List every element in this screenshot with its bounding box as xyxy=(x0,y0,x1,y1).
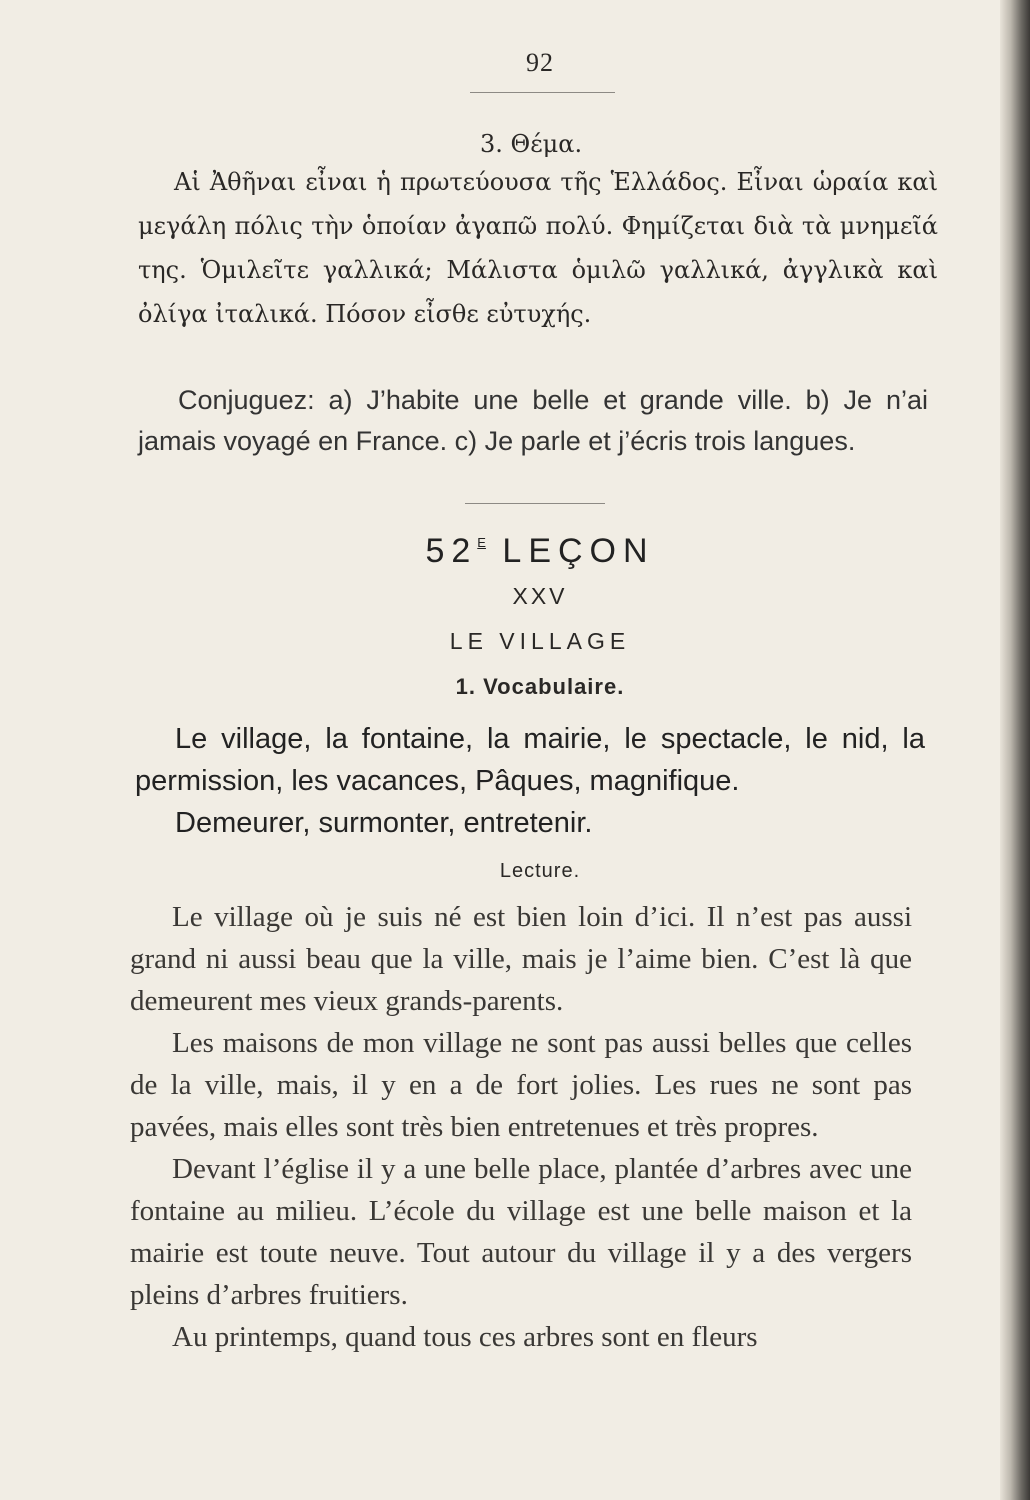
lesson-word: LEÇON xyxy=(502,532,655,570)
lecture-heading: Lecture. xyxy=(499,860,581,882)
vocabulary-verbs: Demeurer, surmonter, entretenir. xyxy=(175,807,593,839)
vocabulary-block xyxy=(135,718,925,844)
conjugate-text: Conjuguez: a) J’habite une belle et grande ville. b) Je n’ai jamais voyagé en France. c) Je parle et j’écris trois langues. xyxy=(138,385,928,456)
book-spine-shadow xyxy=(1000,0,1030,1500)
vocabulary-heading: 1. Vocabulaire. xyxy=(455,674,625,699)
lesson-number-suffix: E xyxy=(477,535,486,550)
lecture-paragraph: Devant l’église il y a une belle place, plantée d’arbres avec une fontaine au milieu. L’école du village est une belle maison et la mairie est toute neuve. Tout autour du village il y a des vergers pleins d’arbres fruitiers. xyxy=(130,1153,912,1311)
lecture-paragraph: Au printemps, quand tous ces arbres sont en fleurs xyxy=(172,1321,758,1353)
lesson-number: 52 xyxy=(425,532,478,570)
page-number: 92 xyxy=(526,48,554,77)
lecture-paragraph: Les maisons de mon village ne sont pas aussi belles que celles de la ville, mais, il y en a de fort jolies. Les rues ne sont pas pavées, mais elles sont très bien entretenues et très propres. xyxy=(130,1027,912,1143)
lesson-roman-numeral: XXV xyxy=(512,583,568,609)
greek-exercise-text: Αἱ Ἀθῆναι εἶναι ἡ πρωτεύουσα τῆς Ἑλλάδος. Εἶναι ὡραία καὶ μεγάλη πόλις τὴν ὁποίαν ἀγαπῶ πολύ. Φημίζεται διὰ τὰ μνημεῖά της. Ὁμιλεῖτε γαλλικά; Μάλιστα ὁμιλῶ γαλλικά, ἀγγλικὰ καὶ ὀλίγα ἰταλικά. Πόσον εἶσθε εὐτυχής. xyxy=(138,168,938,328)
lesson-title xyxy=(395,532,685,571)
vocabulary-nouns: Le village, la fontaine, la mairie, le spectacle, le nid, la permission, les vacances, Pâques, magnifique. xyxy=(135,723,925,797)
section-divider xyxy=(465,503,605,504)
conjugation-exercise xyxy=(138,380,928,462)
lecture-text xyxy=(130,896,912,1358)
lesson-subtitle: LE VILLAGE xyxy=(449,628,631,654)
exercise-heading: 3. Θέμα. xyxy=(480,130,583,158)
lecture-paragraph: Le village où je suis né est bien loin d’ici. Il n’est pas aussi grand ni aussi beau que la ville, mais je l’aime bien. C’est là que demeurent mes vieux grands-parents. xyxy=(130,901,912,1017)
rule-top xyxy=(470,92,615,93)
